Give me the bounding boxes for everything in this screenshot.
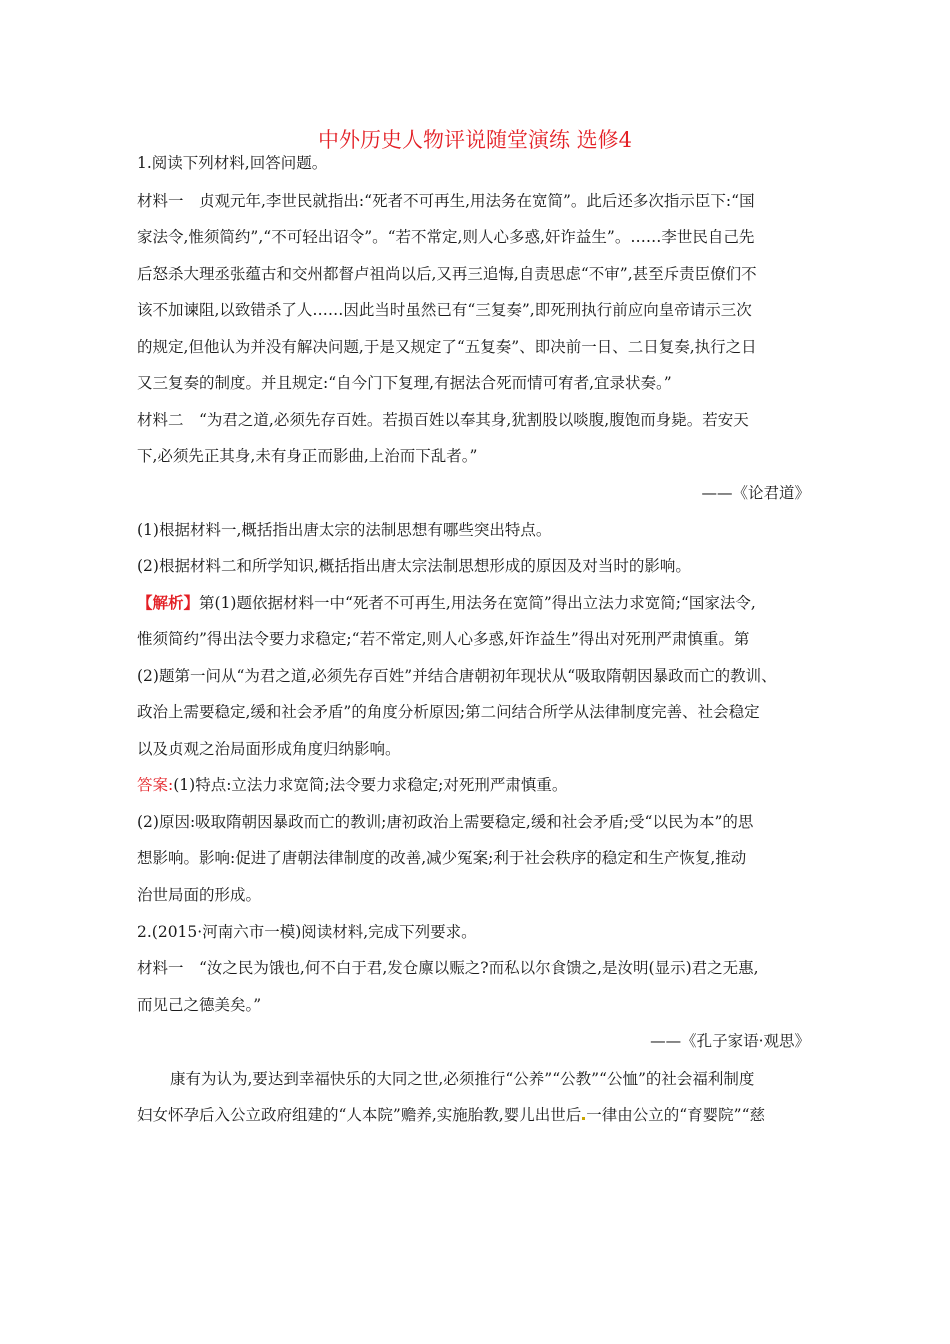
q1-material1-line: 材料一 贞观元年,李世民就指出:“死者不可再生,用法务在宽简”。此后还多次指示臣下:“国 [137,192,755,210]
q2-material1-source: ——《孔子家语·观思》 [650,1032,810,1050]
q2-paragraph-line [137,1103,827,1127]
q1-material1-line: 的规定,但他认为并没有解决问题,于是又规定了“五复奏”、即决前一日、二日复奏,执行之日 [137,338,757,356]
q2-material1-line: 材料一 “汝之民为饿也,何不白于君,发仓廪以赈之?而私以尔食馈之,是汝明(显示)君之无惠, [137,959,759,977]
document-title: 中外历史人物评说随堂演练 选修4 [317,128,633,152]
q1-analysis-line: (2)题第一问从“为君之道,必须先存百姓”并结合唐朝初年现状从“吸取隋朝因暴政而亡的教训、 [137,667,777,685]
q1-analysis-line: 政治上需要稳定,缓和社会矛盾”的角度分析原因;第二问结合所学从法律制度完善、社会稳定 [137,703,760,721]
q1-material1-line: 该不加谏阻,以致错杀了人……因此当时虽然已有“三复奏”,即死刑执行前应向皇帝请示三次 [137,301,752,319]
q1-material1-line: 后怒杀大理丞张蕴古和交州都督卢祖尚以后,又再三追悔,自责思虑“不审”,甚至斥责臣僚们不 [137,265,757,283]
q1-answer-line [137,773,827,797]
q2-intro: 2.(2015·河南六市一模)阅读材料,完成下列要求。 [137,923,477,941]
q1-material2-line: 材料二 “为君之道,必须先存百姓。若损百姓以奉其身,犹割股以啖腹,腹饱而身毙。若安天 [137,411,749,429]
q1-analysis-line: 惟须简约”得出法令要力求稳定;“若不常定,则人心多惑,奸诈益生”得出对死刑严肃慎重。第 [137,630,750,648]
q2-paragraph-text: 一律由公立的“育婴院”“慈 [586,1106,765,1124]
q1-subquestion-1: (1)根据材料一,概括指出唐太宗的法制思想有哪些突出特点。 [137,521,552,539]
q1-material2-source: ——《论君道》 [701,484,810,502]
analysis-text: 第(1)题依据材料一中“死者不可再生,用法务在宽简”得出立法力求宽简;“国家法令, [199,594,756,612]
q1-answer-line: 想影响。影响:促进了唐朝法律制度的改善,减少冤案;利于社会秩序的稳定和生产恢复,推动 [137,849,747,867]
q1-analysis-line [137,591,827,615]
q1-material1-line: 又三复奏的制度。并且规定:“自今门下复理,有据法合死而情可宥者,宜录状奏。” [137,374,672,392]
q2-material1-line: 而见己之德美矣。” [137,996,262,1014]
q1-material2-line: 下,必须先正其身,未有身正而影曲,上治而下乱者。” [137,447,478,465]
q2-paragraph-line: 康有为认为,要达到幸福快乐的大同之世,必须推行“公养”“公教”“公恤”的社会福利制度 [170,1070,755,1088]
q1-material1-line: 家法令,惟须简约”,“不可轻出诏令”。“若不常定,则人心多惑,奸诈益生”。……李世民自己先 [137,228,755,246]
answer-text: (1)特点:立法力求宽简;法令要力求稳定;对死刑严肃慎重。 [173,776,568,794]
q1-intro: 1.阅读下列材料,回答问题。 [137,154,328,172]
q1-answer-line: 治世局面的形成。 [137,886,262,904]
q2-paragraph-text: 妇女怀孕后入公立政府组建的“人本院”赡养,实施胎教,婴儿出世后 [137,1106,582,1124]
q1-subquestion-2: (2)根据材料二和所学知识,概括指出唐太宗法制思想形成的原因及对当时的影响。 [137,557,691,575]
analysis-tag: 【解析】 [137,593,200,612]
answer-tag: 答案: [137,776,174,794]
q1-answer-line: (2)原因:吸取隋朝因暴政而亡的教训;唐初政治上需要稳定,缓和社会矛盾;受“以民为本”的思 [137,813,754,831]
q1-analysis-line: 以及贞观之治局面形成角度归纳影响。 [137,740,401,758]
ink-dot-mark [582,1117,585,1120]
